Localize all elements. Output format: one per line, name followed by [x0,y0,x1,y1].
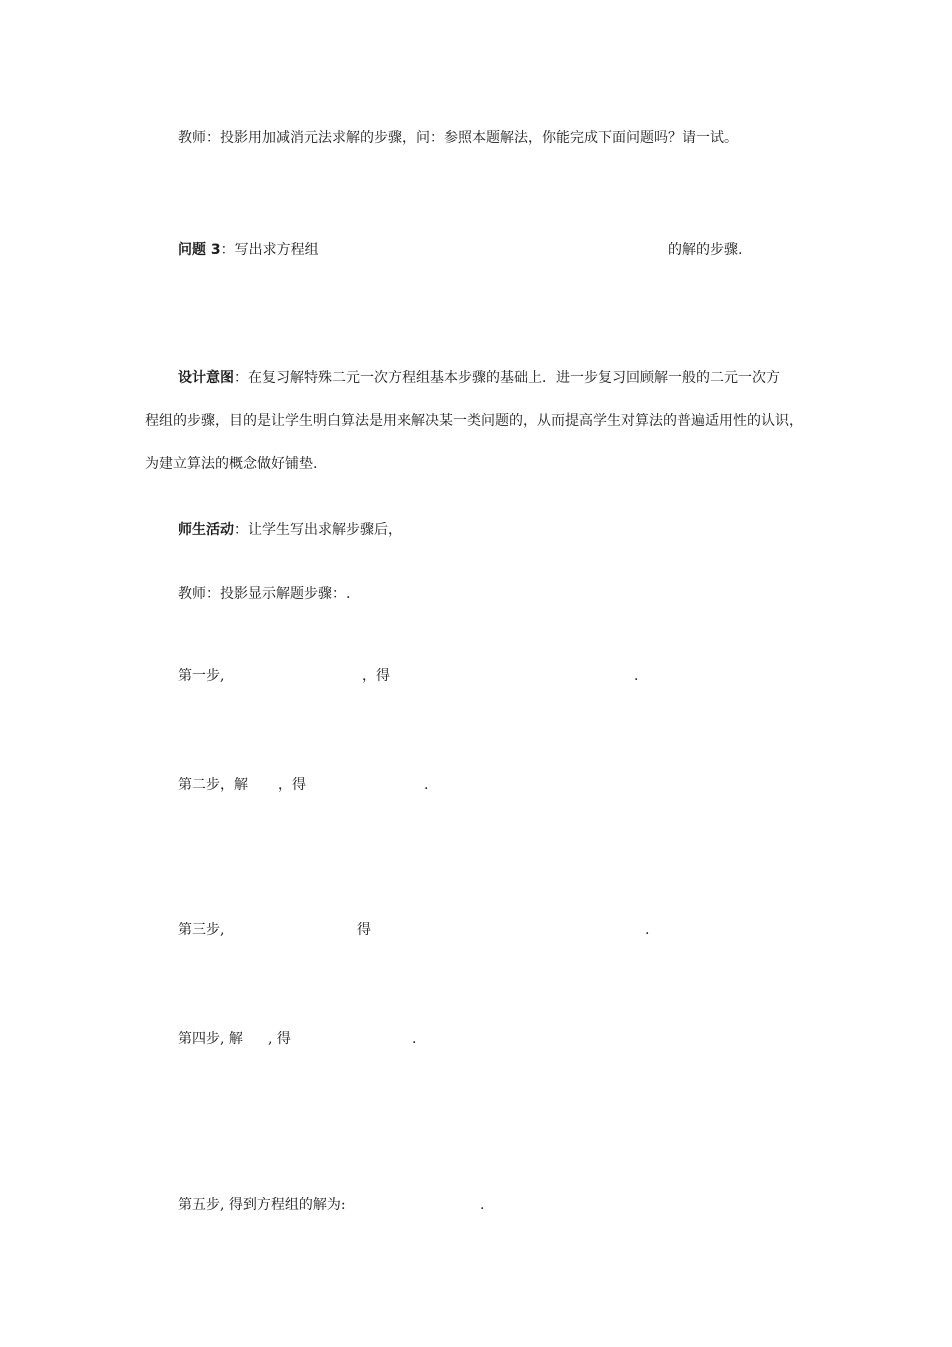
design-intent-colon: ： [234,370,248,386]
step-3-label: 第三步, [178,922,225,938]
design-intent-line-1 [178,368,780,388]
step-2-mid: ，得 [278,777,306,793]
step-4-label: 第四步, 解 [178,1031,243,1047]
design-intent-line-3: 为建立算法的概念做好铺垫. [145,456,318,472]
design-intent-text-1: 在复习解特殊二元一次方程组基本步骤的基础上．进一步复习回顾解一般的二元一次方 [248,370,780,386]
step-3-mid: 得 [357,922,371,938]
step-4-end: . [412,1031,417,1047]
step-4-mid: , 得 [268,1031,291,1047]
problem-3-label: 问题 3 [178,242,221,258]
teacher-show-steps: 教师：投影显示解题步骤：. [178,586,351,602]
activity-text: 让学生写出求解步骤后， [248,522,402,538]
problem-3-suffix: 的解的步骤. [668,242,743,258]
step-5-end: . [480,1197,485,1213]
step-2-end: . [424,777,429,793]
problem-3-colon: ： [220,242,235,258]
activity-colon: ： [234,522,248,538]
teacher-intro: 教师：投影用加减消元法求解的步骤，问：参照本题解法，你能完成下面问题吗？请一试。 [178,130,738,146]
step-2-label: 第二步，解 [178,777,248,793]
step-1-label: 第一步, [178,668,225,684]
step-1-end: . [634,668,639,684]
problem-3 [178,240,319,260]
teacher-student-activity [178,520,402,540]
step-3-end: . [645,922,650,938]
step-1-mid: ，得 [362,668,390,684]
problem-3-text: 写出求方程组 [234,242,319,258]
activity-label: 师生活动 [178,522,234,538]
step-5-label: 第五步, 得到方程组的解为: [178,1197,346,1213]
design-intent-line-2: 程组的步骤，目的是让学生明白算法是用来解决某一类问题的，从而提高学生对算法的普遍适用性的认识， [145,413,803,429]
design-intent-label: 设计意图 [178,370,234,386]
